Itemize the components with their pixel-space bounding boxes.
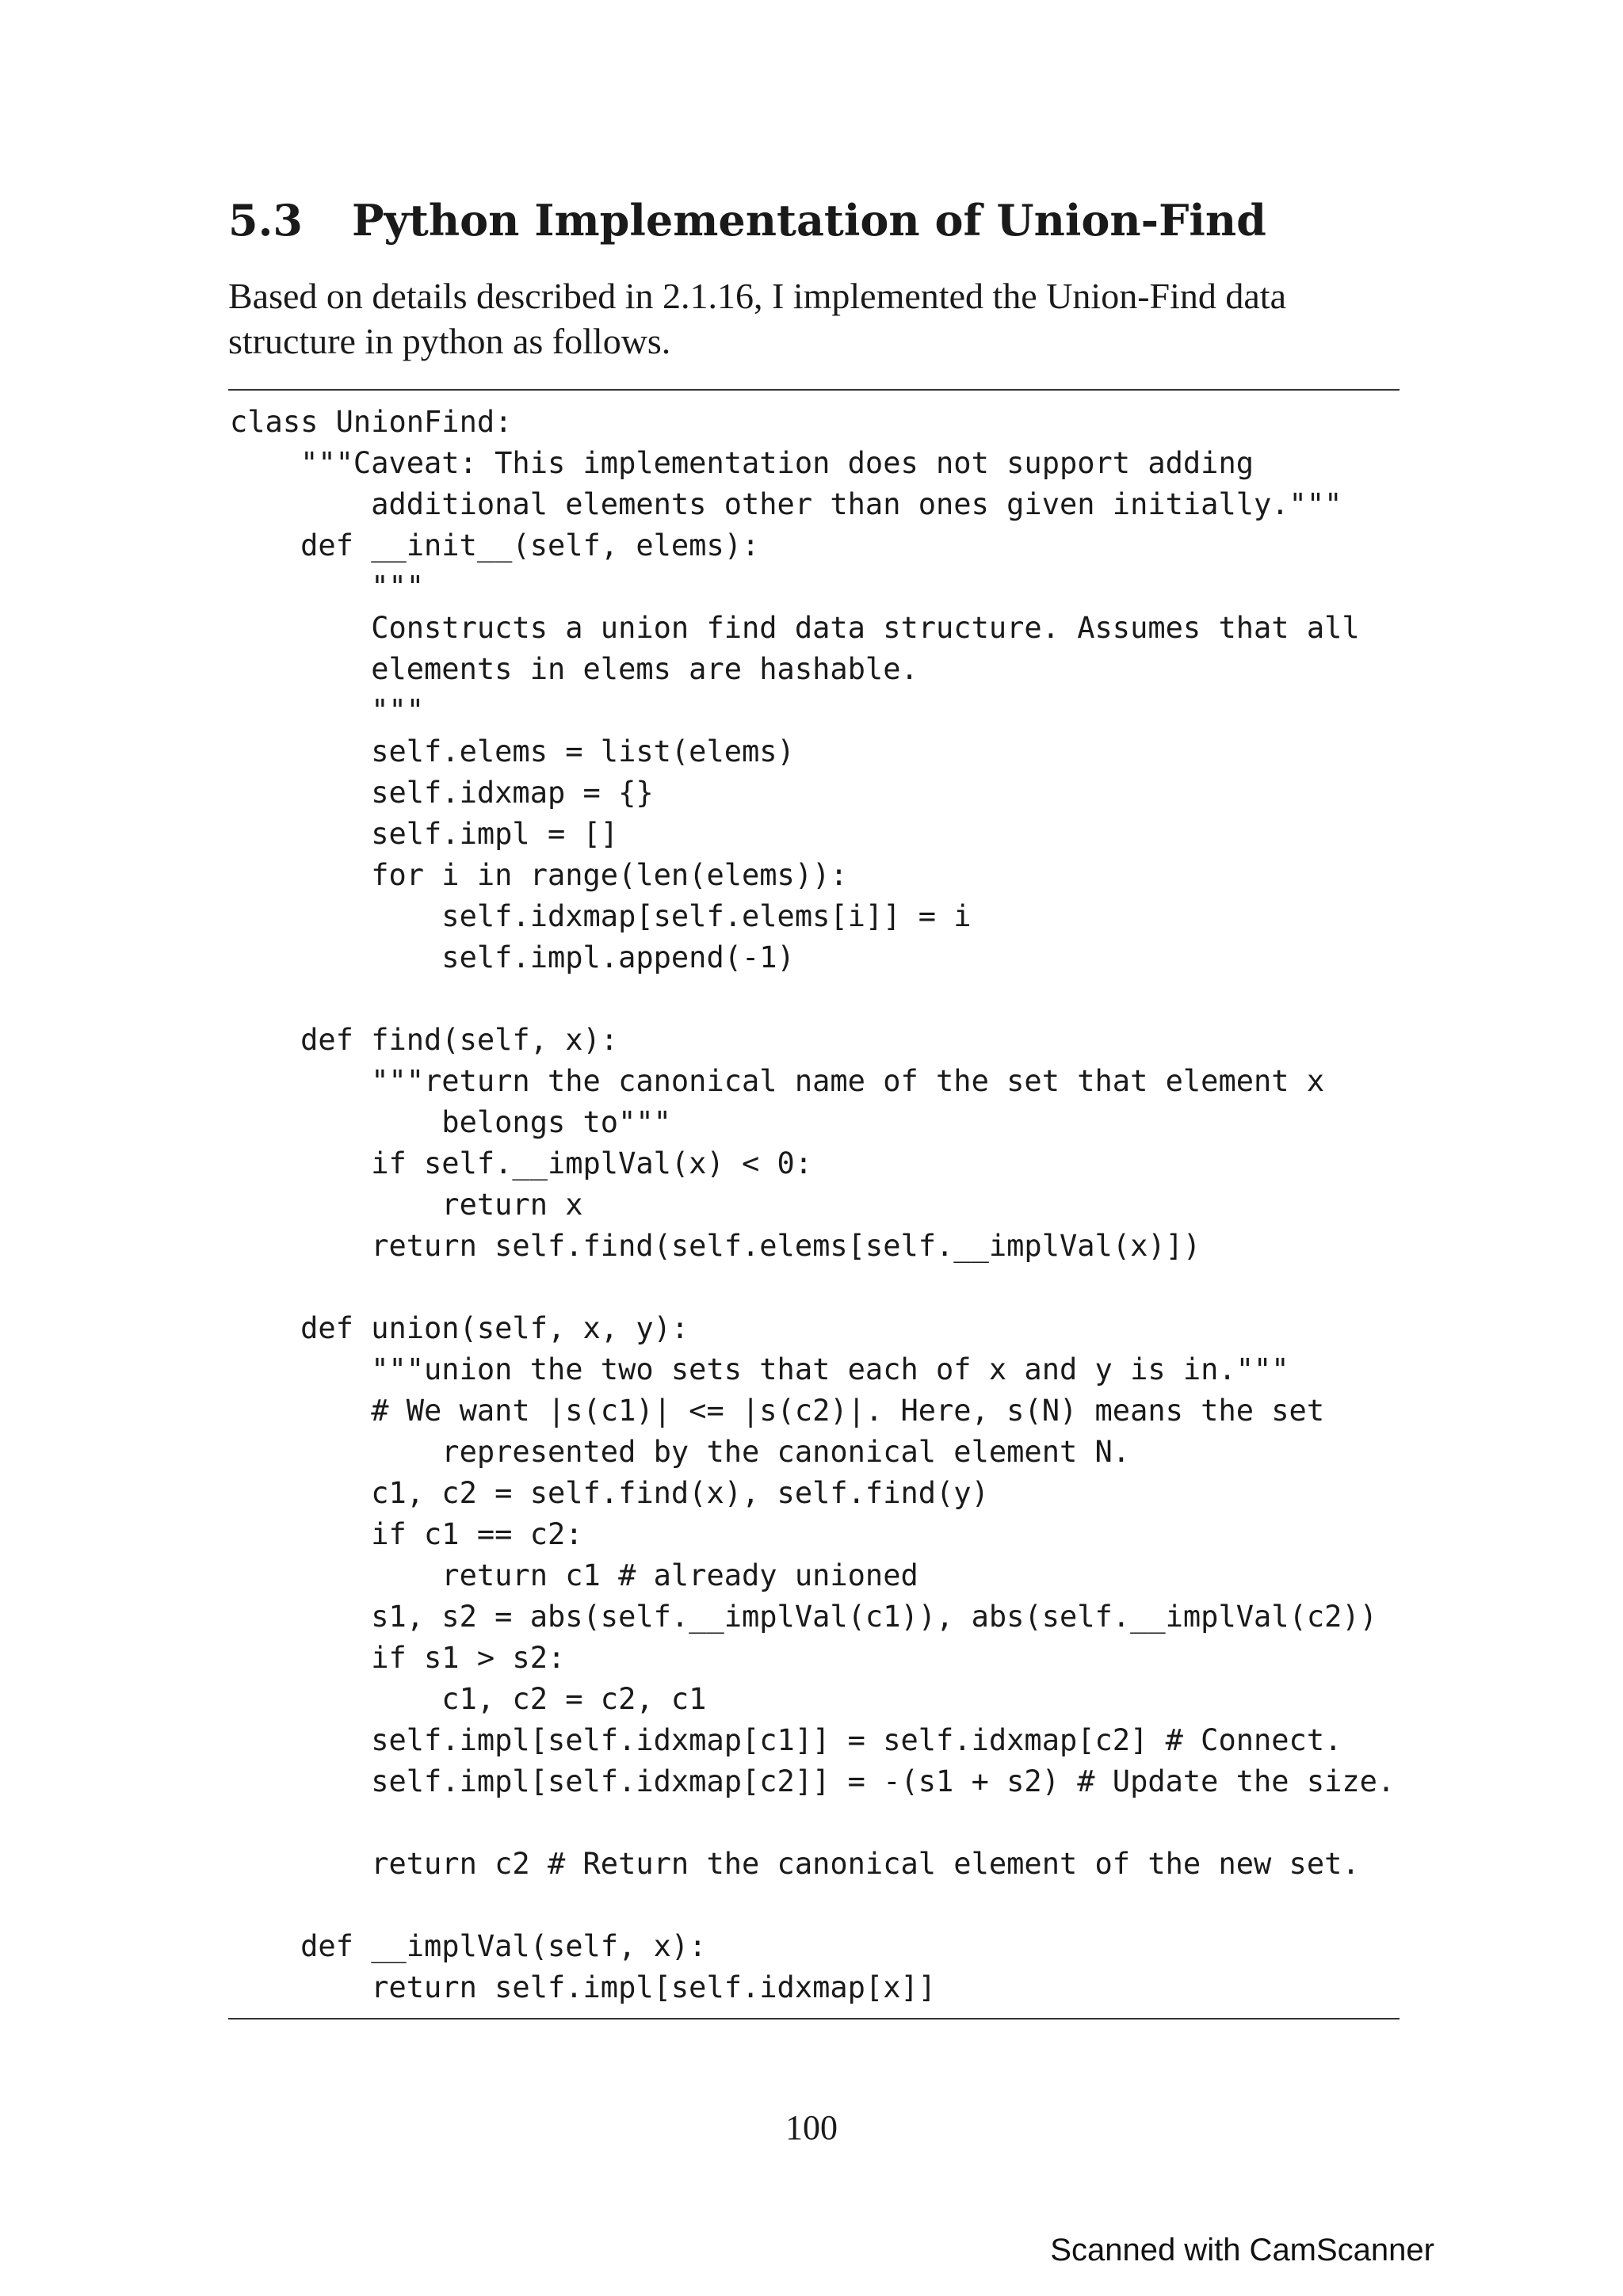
code-line: self.impl[self.idxmap[c1]] = self.idxmap[c2] # Connect. [230, 1723, 1342, 1757]
code-line: if c1 == c2: [230, 1517, 583, 1551]
code-line: """ [230, 693, 425, 727]
code-line: self.idxmap[self.elems[i]] = i [230, 899, 972, 933]
code-line: belongs to""" [230, 1105, 671, 1139]
code-line: def find(self, x): [230, 1023, 619, 1057]
code-line: elements in elems are hashable. [230, 652, 918, 686]
code-line: return self.find(self.elems[self.__implVal(x)]) [230, 1229, 1201, 1263]
code-line: class UnionFind: [230, 405, 513, 439]
code-line: """union the two sets that each of x and y is in.""" [230, 1352, 1289, 1386]
intro-paragraph: Based on details described in 2.1.16, I implemented the Union-Find data structure in python as follows. [228, 276, 1286, 361]
code-line: self.impl.append(-1) [230, 940, 795, 974]
code-line: """Caveat: This implementation does not support adding [230, 446, 1254, 480]
code-bottom-rule [228, 2018, 1400, 2019]
code-line: def __init__(self, elems): [230, 528, 760, 563]
code-line: for i in range(len(elems)): [230, 858, 848, 892]
code-line: self.elems = list(elems) [230, 734, 795, 769]
code-line: return self.impl[self.idxmap[x]] [230, 1970, 937, 2004]
code-listing [230, 402, 1395, 2008]
scanner-watermark: Scanned with CamScanner [1050, 2233, 1434, 2267]
code-line: c1, c2 = self.find(x), self.find(y) [230, 1476, 989, 1510]
code-line [230, 1802, 1395, 1844]
section-number: 5.3 [228, 195, 303, 246]
code-line: self.idxmap = {} [230, 776, 654, 810]
code-line: """return the canonical name of the set that element x [230, 1064, 1325, 1098]
code-line: represented by the canonical element N. [230, 1435, 1131, 1469]
section-title: Python Implementation of Union-Find [351, 195, 1266, 246]
code-line: Constructs a union find data structure. Assumes that all [230, 611, 1360, 645]
code-line [230, 978, 1395, 1020]
code-line: def union(self, x, y): [230, 1311, 689, 1345]
code-line: return x [230, 1188, 583, 1222]
code-line: """ [230, 570, 425, 604]
code-line: if s1 > s2: [230, 1641, 566, 1675]
code-line [230, 1267, 1395, 1308]
page-number: 100 [785, 2108, 838, 2147]
section-heading [228, 195, 1266, 246]
code-line: self.impl = [] [230, 817, 619, 851]
code-line: return c1 # already unioned [230, 1558, 918, 1592]
code-line: # We want |s(c1)| <= |s(c2)|. Here, s(N) means the set [230, 1394, 1325, 1428]
code-line: self.impl[self.idxmap[c2]] = -(s1 + s2) # Update the size. [230, 1764, 1396, 1798]
code-line: additional elements other than ones given initially.""" [230, 487, 1342, 521]
code-line: s1, s2 = abs(self.__implVal(c1)), abs(self.__implVal(c2)) [230, 1600, 1377, 1634]
code-line: def __implVal(self, x): [230, 1929, 707, 1963]
code-top-rule [228, 389, 1400, 391]
code-line: if self.__implVal(x) < 0: [230, 1146, 813, 1180]
code-line: c1, c2 = c2, c1 [230, 1682, 707, 1716]
code-line: return c2 # Return the canonical element of the new set. [230, 1847, 1360, 1881]
code-line [230, 1885, 1395, 1926]
